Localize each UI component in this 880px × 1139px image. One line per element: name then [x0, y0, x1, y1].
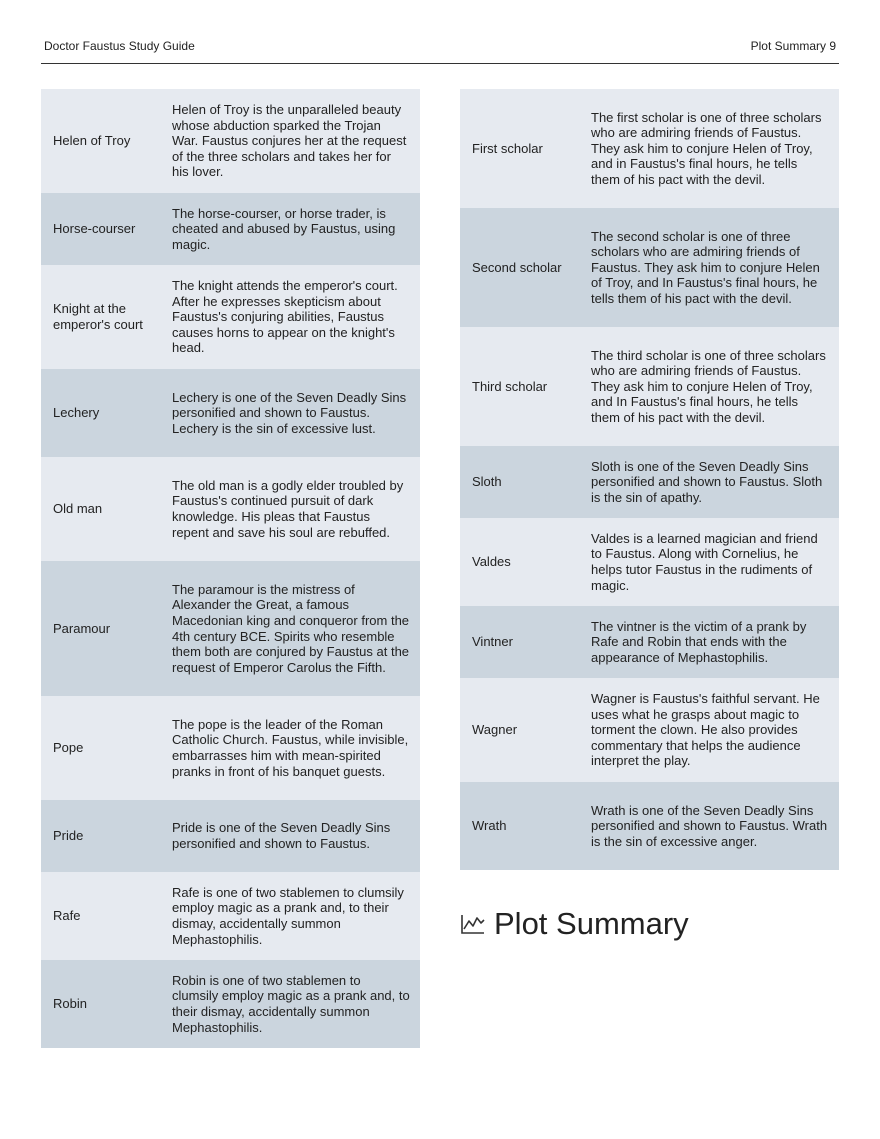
table-row — [41, 696, 420, 800]
table-row — [41, 800, 420, 872]
line-chart-icon — [460, 913, 486, 935]
character-name: Rafe — [53, 908, 81, 924]
character-description: Pride is one of the Seven Deadly Sins personified and shown to Faustus. — [172, 820, 391, 851]
page-header — [41, 38, 839, 64]
character-description: The knight attends the emperor's court. After he expresses skepticism about Faustus's conjuring abilities, Faustus causes horns to appear on the knight's head. — [172, 278, 398, 356]
character-description: Robin is one of two stablemen to clumsily employ magic as a prank and, to their dismay, accidentally summon Mephastophilis. — [172, 972, 410, 1035]
table-row — [460, 446, 839, 518]
character-name: Valdes — [472, 554, 511, 570]
section-heading — [460, 902, 689, 946]
character-name: Horse-courser — [53, 221, 136, 237]
character-table-left — [41, 89, 420, 1048]
table-row — [41, 89, 420, 193]
table-row — [41, 369, 420, 457]
table-row — [41, 561, 420, 696]
character-name: Wagner — [472, 722, 518, 738]
character-name: Pope — [53, 740, 84, 756]
character-description: The paramour is the mistress of Alexander the Great, a famous Macedonian king and conqueror from the 4th century BCE. Spirits who resemble them both are conjured by Faustus at the request of Emperor Carolus the Fifth. — [172, 581, 410, 675]
character-description: Lechery is one of the Seven Deadly Sins personified and shown to Faustus. Lechery is the sin of excessive lust. — [172, 389, 407, 436]
character-name: Pride — [53, 828, 84, 844]
character-description: The first scholar is one of three scholars who are admiring friends of Faustus. They ask him to conjure Helen of Troy, and in Faustus's final hours, he tells them of his pact with the devil. — [591, 109, 822, 187]
character-name: Vintner — [472, 634, 513, 650]
character-name: Paramour — [53, 620, 111, 636]
character-table-right — [460, 89, 839, 870]
table-row — [41, 872, 420, 960]
character-name: Wrath — [472, 818, 507, 834]
character-description: The pope is the leader of the Roman Catholic Church. Faustus, while invisible, embarrasses him with mean-spirited pranks in front of his banquet guests. — [172, 716, 409, 779]
table-row — [41, 960, 420, 1048]
character-name: Lechery — [53, 405, 100, 421]
header-page-label: Plot Summary 9 — [750, 39, 836, 53]
header-guide-title: Doctor Faustus Study Guide — [44, 39, 195, 53]
character-name: Third scholar — [472, 378, 548, 394]
table-row — [460, 782, 839, 870]
table-row — [460, 518, 839, 606]
table-row — [460, 208, 839, 327]
character-description: Valdes is a learned magician and friend to Faustus. Along with Cornelius, he helps tutor Faustus in the rudiments of magic. — [591, 530, 818, 593]
character-name: Second scholar — [472, 259, 562, 275]
character-name: Helen of Troy — [53, 133, 131, 149]
character-description: Wagner is Faustus's faithful servant. He uses what he grasps about magic to torment the clown. He also provides commentary that helps the audience interpret the play. — [591, 691, 820, 769]
character-description: The second scholar is one of three scholars who are admiring friends of Faustus. They ask him to conjure Helen of Troy, and In Faustus's final hours, he tells them of his pact with the devil. — [591, 228, 820, 306]
character-description: The vintner is the victim of a prank by Rafe and Robin that ends with the appearance of Mephastophilis. — [591, 618, 807, 665]
character-name: Old man — [53, 501, 103, 517]
character-name: Robin — [53, 996, 87, 1012]
character-description: Sloth is one of the Seven Deadly Sins personified and shown to Faustus. Sloth is the sin of apathy. — [591, 458, 823, 505]
character-description: The horse-courser, or horse trader, is cheated and abused by Faustus, using magic. — [172, 205, 396, 252]
character-name: Knight at the emperor's court — [53, 301, 143, 332]
character-description: Helen of Troy is the unparalleled beauty whose abduction sparked the Trojan War. Faustus conjures her at the request of the three scholars and takes her for his lover. — [172, 102, 407, 180]
character-description: Rafe is one of two stablemen to clumsily employ magic as a prank and, to their dismay, accidentally summon Mephastophilis. — [172, 884, 404, 947]
table-row — [460, 678, 839, 782]
table-row — [41, 265, 420, 369]
table-row — [460, 327, 839, 446]
character-name: First scholar — [472, 140, 543, 156]
character-description: The third scholar is one of three scholars who are admiring friends of Faustus. They ask him to conjure Helen of Troy, and In Faustus's final hours, he tells them of his pact with the devil. — [591, 347, 826, 425]
table-row — [460, 606, 839, 678]
table-row — [41, 193, 420, 265]
section-title: Plot Summary — [494, 906, 689, 941]
character-name: Sloth — [472, 474, 502, 490]
character-description: Wrath is one of the Seven Deadly Sins personified and shown to Faustus. Wrath is the sin of excessive anger. — [591, 802, 828, 849]
table-row — [460, 89, 839, 208]
table-row — [41, 457, 420, 561]
character-description: The old man is a godly elder troubled by Faustus's continued pursuit of dark knowledge. His pleas that Faustus repent and save his soul are rebuffed. — [172, 477, 404, 540]
